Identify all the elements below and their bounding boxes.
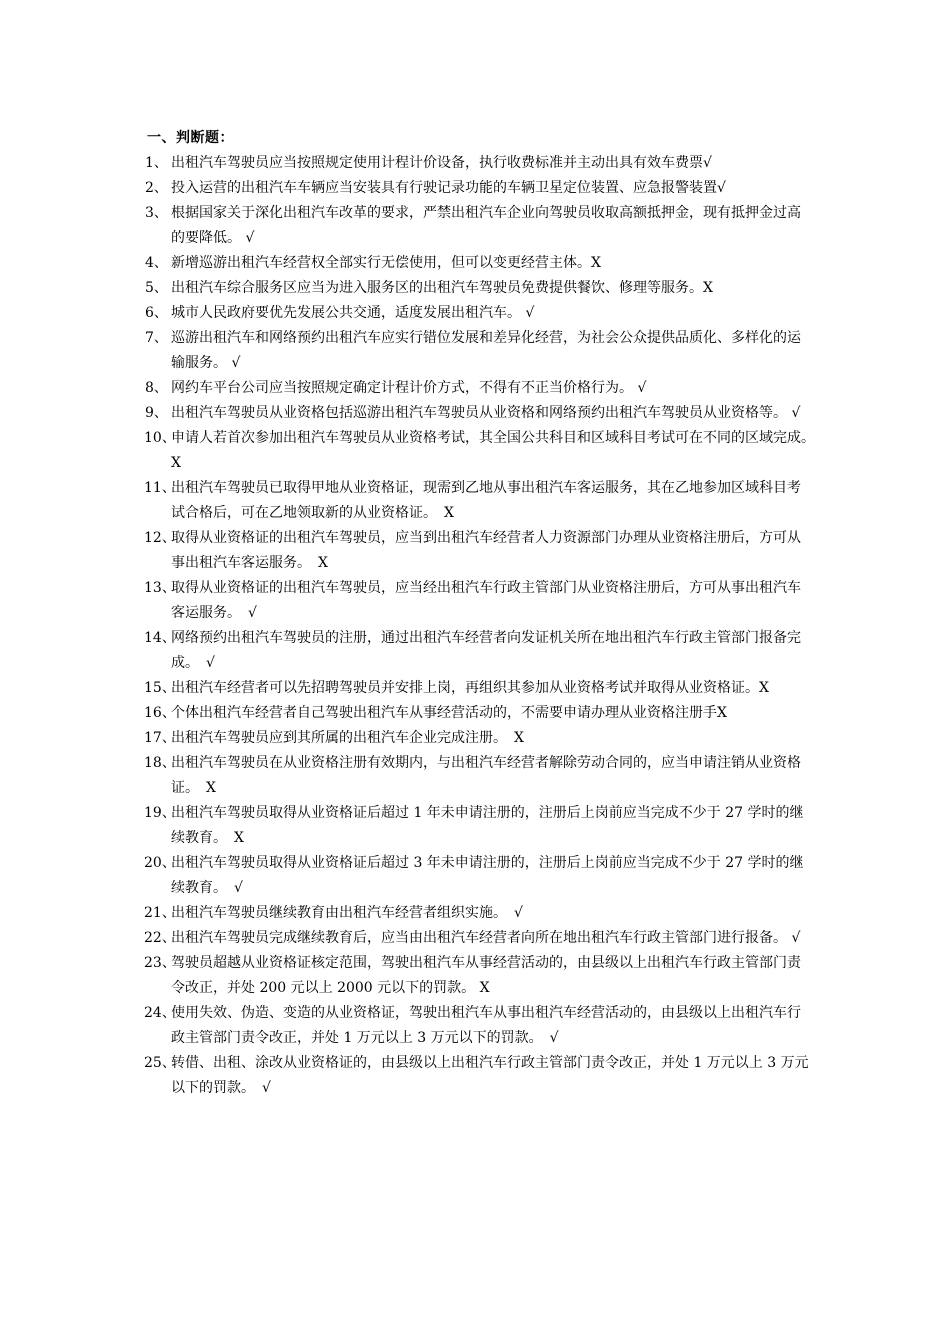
question-number: 8、 [145,380,168,396]
question-number: 11、 [144,480,176,496]
question-number: 7、 [145,330,168,346]
question-item [145,726,810,751]
question-text: 出租汽车驾驶员完成继续教育后，应当由出租汽车经营者向所在地出租汽车行政主管部门进行报备。 √ [171,930,801,946]
question-item [145,201,810,251]
question-item [145,251,810,276]
question-text: 个体出租汽车经营者自己驾驶出租汽车从事经营活动的，不需要申请办理从业资格注册手X [171,705,727,721]
question-text: 出租汽车驾驶员已取得甲地从业资格证，现需到乙地从事出租汽车客运服务，其在乙地参加区域科目考试合格后，可在乙地领取新的从业资格证。 X [171,480,801,521]
question-item [145,1051,810,1101]
question-item [145,926,810,951]
question-number: 18、 [144,755,176,771]
question-item [144,426,822,476]
question-text: 取得从业资格证的出租汽车驾驶员，应当经出租汽车行政主管部门从业资格注册后，方可从事出租汽车客运服务。 √ [171,580,801,621]
question-number: 5、 [145,280,168,296]
question-text: 巡游出租汽车和网络预约出租汽车应实行错位发展和差异化经营，为社会公众提供品质化、多样化的运输服务。 √ [171,330,801,371]
question-item [145,701,810,726]
question-text: 出租汽车经营者可以先招聘驾驶员并安排上岗，再组织其参加从业资格考试并取得从业资格证。X [171,680,769,696]
question-item [145,476,810,526]
question-text: 出租汽车驾驶员应当按照规定使用计程计价设备，执行收费标准并主动出具有效车费票√ [171,155,712,171]
question-number: 17、 [144,730,176,746]
question-item [145,626,810,676]
question-number: 20、 [144,855,176,871]
question-item [145,526,810,576]
question-text: 出租汽车驾驶员取得从业资格证后超过 1 年未申请注册的，注册后上岗前应当完成不少于 27 学时的继续教育。 X [171,805,804,846]
question-number: 13、 [144,580,176,596]
question-number: 22、 [144,930,176,946]
question-item [145,751,810,801]
question-item [145,851,810,901]
question-text: 出租汽车驾驶员应到其所属的出租汽车企业完成注册。 X [171,730,524,746]
question-item [145,376,810,401]
question-item [145,676,810,701]
question-number: 2、 [145,180,168,196]
question-text: 网约车平台公司应当按照规定确定计程计价方式，不得有不正当价格行为。 √ [171,380,647,396]
question-text: 出租汽车驾驶员继续教育由出租汽车经营者组织实施。 √ [171,905,523,921]
question-item [145,301,810,326]
question-item [145,151,810,176]
question-number: 6、 [145,305,168,321]
question-item [145,176,810,201]
question-text: 取得从业资格证的出租汽车驾驶员，应当到出租汽车经营者人力资源部门办理从业资格注册后，方可从事出租汽车客运服务。 X [171,530,801,571]
section-heading: 一、判断题： [147,130,234,146]
question-number: 14、 [144,630,176,646]
question-number: 10、 [144,430,176,446]
question-text: 新增巡游出租汽车经营权全部实行无偿使用，但可以变更经营主体。X [171,255,601,271]
question-number: 12、 [144,530,176,546]
question-number: 4、 [145,255,168,271]
question-number: 25、 [144,1055,176,1071]
question-text: 出租汽车驾驶员从业资格包括巡游出租汽车驾驶员从业资格和网络预约出租汽车驾驶员从业资格等。 √ [171,405,801,421]
question-text: 城市人民政府要优先发展公共交通，适度发展出租汽车。 √ [171,305,535,321]
question-number: 23、 [144,955,176,971]
question-item [145,1001,810,1051]
question-number: 3、 [145,205,168,221]
question-item [145,276,810,301]
question-number: 16、 [144,705,176,721]
question-text: 转借、出租、涂改从业资格证的，由县级以上出租汽车行政主管部门责令改正，并处 1 万元以上 3 万元以下的罚款。 √ [171,1055,809,1096]
question-text: 申请人若首次参加出租汽车驾驶员从业资格考试，其全国公共科目和区域科目考试可在不同的区域完成。 X [171,430,822,471]
question-number: 24、 [144,1005,176,1021]
question-item [145,901,810,926]
question-item [145,326,810,376]
question-item [145,401,810,426]
question-item [145,576,810,626]
question-item [145,951,810,1001]
question-text: 使用失效、伪造、变造的从业资格证，驾驶出租汽车从事出租汽车经营活动的，由县级以上出租汽车行政主管部门责令改正，并处 1 万元以上 3 万元以下的罚款。 √ [171,1005,801,1046]
question-number: 19、 [144,805,176,821]
question-number: 1、 [145,155,168,171]
question-text: 出租汽车综合服务区应当为进入服务区的出租汽车驾驶员免费提供餐饮、修理等服务。X [171,280,713,296]
question-text: 根据国家关于深化出租汽车改革的要求，严禁出租汽车企业向驾驶员收取高额抵押金，现有抵押金过高的要降低。 √ [171,205,801,246]
question-list [144,151,822,1101]
question-number: 21、 [144,905,176,921]
question-item [145,801,810,851]
question-text: 出租汽车驾驶员取得从业资格证后超过 3 年未申请注册的，注册后上岗前应当完成不少于 27 学时的继续教育。 √ [171,855,804,896]
question-number: 9、 [145,405,168,421]
question-text: 网络预约出租汽车驾驶员的注册，通过出租汽车经营者向发证机关所在地出租汽车行政主管部门报备完成。 √ [171,630,801,671]
question-text: 驾驶员超越从业资格证核定范围，驾驶出租汽车从事经营活动的，由县级以上出租汽车行政主管部门责令改正，并处 200 元以上 2000 元以下的罚款。 X [171,955,801,996]
question-text: 出租汽车驾驶员在从业资格注册有效期内，与出租汽车经营者解除劳动合同的，应当申请注销从业资格证。 X [171,755,801,796]
question-text: 投入运营的出租汽车车辆应当安装具有行驶记录功能的车辆卫星定位装置、应急报警装置√ [171,180,726,196]
question-number: 15、 [144,680,176,696]
